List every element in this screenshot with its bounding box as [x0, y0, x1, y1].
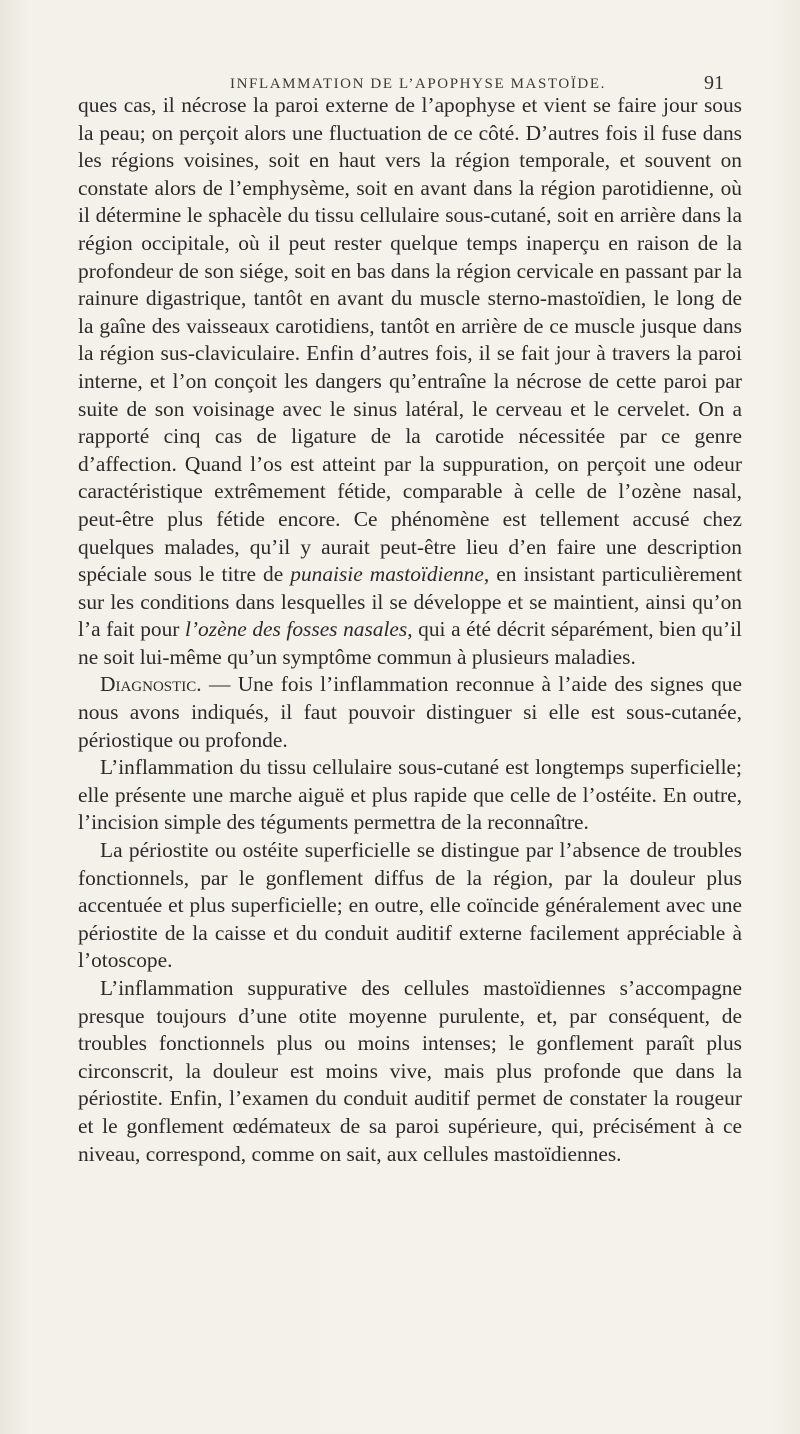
- paragraph-4: La périostite ou ostéite superficielle se distingue par l’absence de troubles fonctionnels, par le gonflement diffus de la région, par la douleur plus accentuée et plus superficielle; en outre, elle coïncide généralement avec une périostite de la caisse et du conduit auditif externe facilement appréciable à l’otoscope.: [78, 838, 742, 973]
- paragraph-1-part-c: , qui a été décrit séparément, bien qu’il ne soit lui-même qu’un symptôme commun à plusieurs maladies.: [78, 617, 742, 669]
- italic-term-punaisie: punaisie mastoïdienne: [290, 562, 484, 587]
- paragraph-1: [78, 92, 742, 671]
- paragraph-diagnostic: [78, 671, 742, 754]
- paragraph-1-part-b: , en insistant particulièrement sur les conditions dans lesquelles il se développe et se maintient, ainsi qu’on l’a fait pour: [78, 562, 743, 642]
- page-header: [78, 52, 732, 92]
- paragraph-1-part-a: ques cas, il nécrose la paroi externe de l’apophyse et vient se faire jour sous la peau; on perçoit alors une fluctuation de ce côté. D’autres fois il fuse dans les régions voisines, soit en haut vers la région temporale, et souvent on constate alors de l’emphysème, soit en avant dans la région parotidienne, où il détermine le sphacèle du tissu cellulaire sous-cutané, soit en arrière dans la région occipitale, où il peut rester quelque temps inaperçu en raison de la profondeur de son siége, soit en bas dans la région cervicale en passant par la rainure digastrique, tantôt en avant du muscle sterno-mastoïdien, le long de la gaîne des vaisseaux carotidiens, tantôt en arrière de ce muscle jusque dans la région sus-claviculaire. Enfin d’autres fois, il se fait jour à travers la paroi interne, et l’on conçoit les dangers qu’entraîne la nécrose de cette paroi par suite de son voisinage avec le sinus latéral, le cerveau et le cervelet. On a rapporté cinq cas de ligature de la carotide nécessitée par ce genre d’affection. Quand l’os est atteint par la suppuration, on perçoit une odeur caractéristique extrêmement fétide, comparable à celle de l’ozène nasal, peut-être plus fétide encore. Ce phénomène est tellement accusé chez quelques malades, qu’il y aurait peut-être lieu d’en faire une description spéciale sous le titre de: [78, 93, 742, 587]
- running-title: INFLAMMATION DE L’APOPHYSE MASTOÏDE.: [230, 76, 606, 92]
- paragraph-3: L’inflammation du tissu cellulaire sous-cutané est longtemps superficielle; elle présente une marche aiguë et plus rapide que celle de l’ostéite. En outre, l’incision simple des téguments permettra de la reconnaître.: [78, 755, 742, 835]
- italic-term-ozene: l’ozène des fosses nasales: [184, 617, 408, 642]
- paragraph-diagnostic-text: — Une fois l’inflammation reconnue à l’aide des signes que nous avons indiqués, il faut pouvoir distinguer si elle est sous-cutanée, périostique ou profonde.: [78, 672, 742, 752]
- section-label-diagnostic: Diagnostic.: [100, 672, 202, 697]
- paragraph-5: L’inflammation suppurative des cellules mastoïdiennes s’accompagne presque toujours d’une otite moyenne purulente, et, par conséquent, de troubles fonctionnels plus ou moins intenses; le gonflement paraît plus circonscrit, la douleur est moins vive, mais plus profonde que dans la périostite. Enfin, l’examen du conduit auditif permet de constater la rougeur et le gonflement œdémateux de sa paroi supérieure, qui, précisément à ce niveau, correspond, comme on sait, aux cellules mastoïdiennes.: [78, 976, 742, 1166]
- body-text: [78, 92, 742, 1168]
- page-number: 91: [704, 72, 724, 94]
